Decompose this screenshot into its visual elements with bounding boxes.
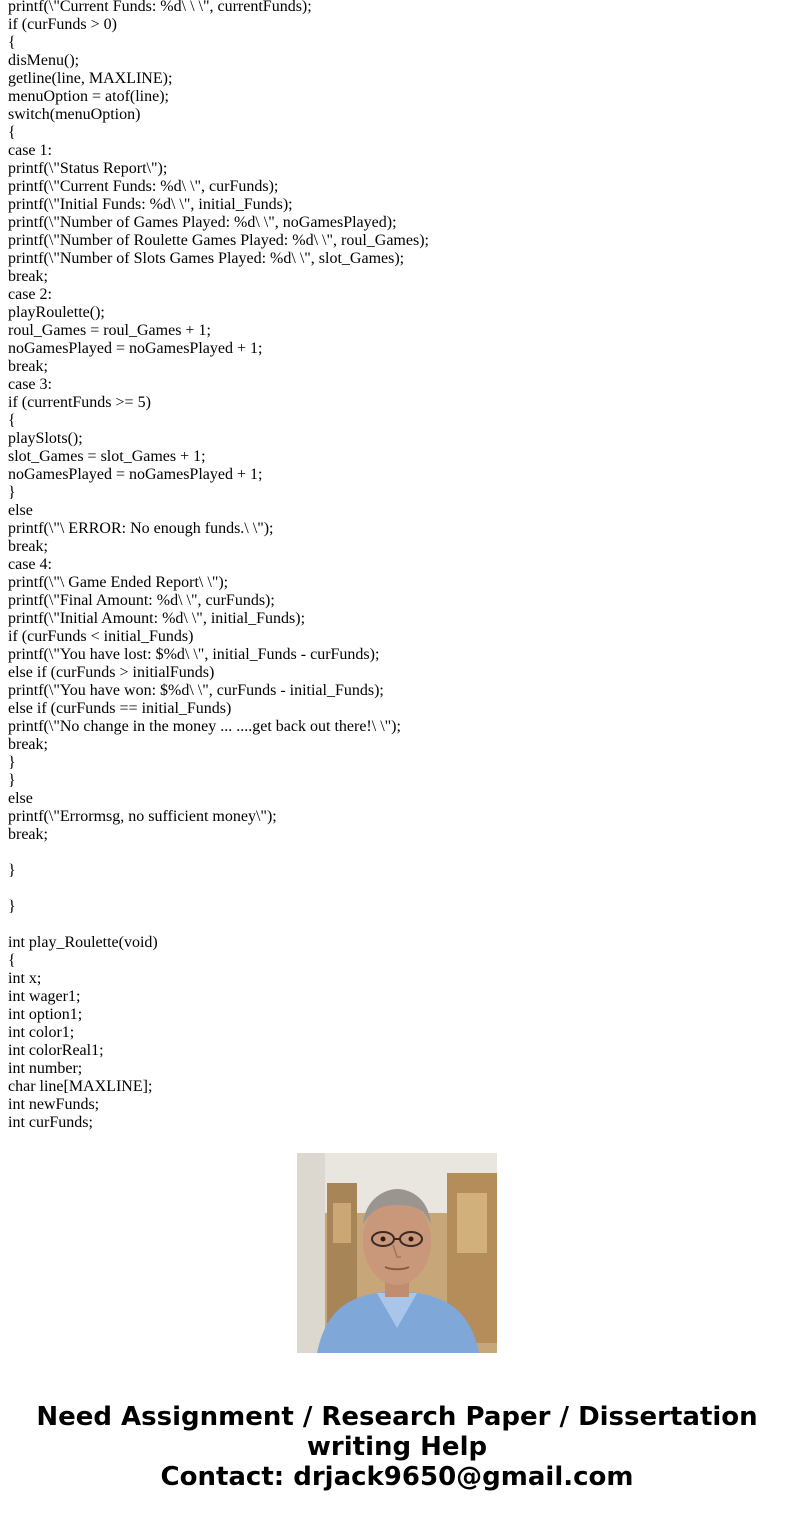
contact-line: Contact: drjack9650@gmail.com <box>160 1462 634 1492</box>
portrait-image <box>297 1153 497 1353</box>
code-line: slot_Games = slot_Games + 1; <box>8 448 206 465</box>
code-line: break; <box>8 538 48 555</box>
code-line: break; <box>8 268 48 285</box>
code-listing <box>8 0 788 1131</box>
code-line: printf(\"Number of Games Played: %d\ \", noGamesPlayed); <box>8 214 397 231</box>
code-line: else if (curFunds == initial_Funds) <box>8 700 232 717</box>
code-line: int x; <box>8 970 42 987</box>
code-line <box>8 916 788 934</box>
code-line: int newFunds; <box>8 1096 100 1113</box>
code-line <box>8 844 788 862</box>
code-line: printf(\"Initial Funds: %d\ \", initial_Funds); <box>8 196 293 213</box>
code-line: { <box>8 124 16 141</box>
code-line: int wager1; <box>8 988 81 1005</box>
code-line: } <box>8 862 16 879</box>
code-line: menuOption = atof(line); <box>8 88 169 105</box>
code-line: else <box>8 790 33 807</box>
code-line: printf(\"You have lost: $%d\ \", initial_Funds - curFunds); <box>8 646 380 663</box>
code-line: case 1: <box>8 142 52 159</box>
code-line: noGamesPlayed = noGamesPlayed + 1; <box>8 466 263 483</box>
banner-line-1: Need Assignment / Research Paper / Dissertation <box>36 1402 758 1432</box>
code-line: printf(\"\ Game Ended Report\ \"); <box>8 574 229 591</box>
code-line: int colorReal1; <box>8 1042 104 1059</box>
code-line: printf(\"Current Funds: %d\ \ \", currentFunds); <box>8 0 312 15</box>
code-line: printf(\"Current Funds: %d\ \", curFunds); <box>8 178 279 195</box>
code-line: break; <box>8 826 48 843</box>
code-line: printf(\"Number of Roulette Games Played: %d\ \", roul_Games); <box>8 232 429 249</box>
code-line: { <box>8 952 16 969</box>
code-line: } <box>8 772 16 789</box>
code-line: case 2: <box>8 286 52 303</box>
code-line: } <box>8 484 16 501</box>
code-line: { <box>8 412 16 429</box>
code-line: int play_Roulette(void) <box>8 934 158 951</box>
author-photo <box>297 1153 497 1353</box>
code-line: getline(line, MAXLINE); <box>8 70 173 87</box>
code-line: printf(\"Initial Amount: %d\ \", initial_Funds); <box>8 610 306 627</box>
code-line: { <box>8 34 16 51</box>
code-line: printf(\"Errormsg, no sufficient money\"); <box>8 808 277 825</box>
code-line: disMenu(); <box>8 52 80 69</box>
code-line: break; <box>8 736 48 753</box>
code-line: } <box>8 898 16 915</box>
code-line: char line[MAXLINE]; <box>8 1078 153 1095</box>
code-line: case 3: <box>8 376 52 393</box>
code-line: printf(\"\ ERROR: No enough funds.\ \"); <box>8 520 274 537</box>
assignment-help-banner <box>0 1402 794 1492</box>
banner-line-2: writing Help <box>306 1432 488 1462</box>
code-line: int option1; <box>8 1006 83 1023</box>
code-line: } <box>8 754 16 771</box>
code-line: if (curFunds < initial_Funds) <box>8 628 194 645</box>
code-line: noGamesPlayed = noGamesPlayed + 1; <box>8 340 263 357</box>
code-line: if (curFunds > 0) <box>8 16 118 33</box>
code-line: printf(\"You have won: $%d\ \", curFunds - initial_Funds); <box>8 682 384 699</box>
code-line: printf(\"Number of Slots Games Played: %d\ \", slot_Games); <box>8 250 405 267</box>
code-line: playSlots(); <box>8 430 83 447</box>
code-line: playRoulette(); <box>8 304 105 321</box>
code-line: roul_Games = roul_Games + 1; <box>8 322 211 339</box>
code-line: int curFunds; <box>8 1114 93 1131</box>
code-line: else if (curFunds > initialFunds) <box>8 664 215 681</box>
code-line: break; <box>8 358 48 375</box>
code-line: case 4: <box>8 556 52 573</box>
code-line: int color1; <box>8 1024 75 1041</box>
code-line: if (currentFunds >= 5) <box>8 394 151 411</box>
code-line: printf(\"Status Report\"); <box>8 160 168 177</box>
code-line: printf(\"Final Amount: %d\ \", curFunds); <box>8 592 275 609</box>
code-line: switch(menuOption) <box>8 106 141 123</box>
code-line: int number; <box>8 1060 83 1077</box>
code-line: printf(\"No change in the money ... ....get back out there!\ \"); <box>8 718 401 735</box>
code-line <box>8 880 788 898</box>
code-line: else <box>8 502 33 519</box>
